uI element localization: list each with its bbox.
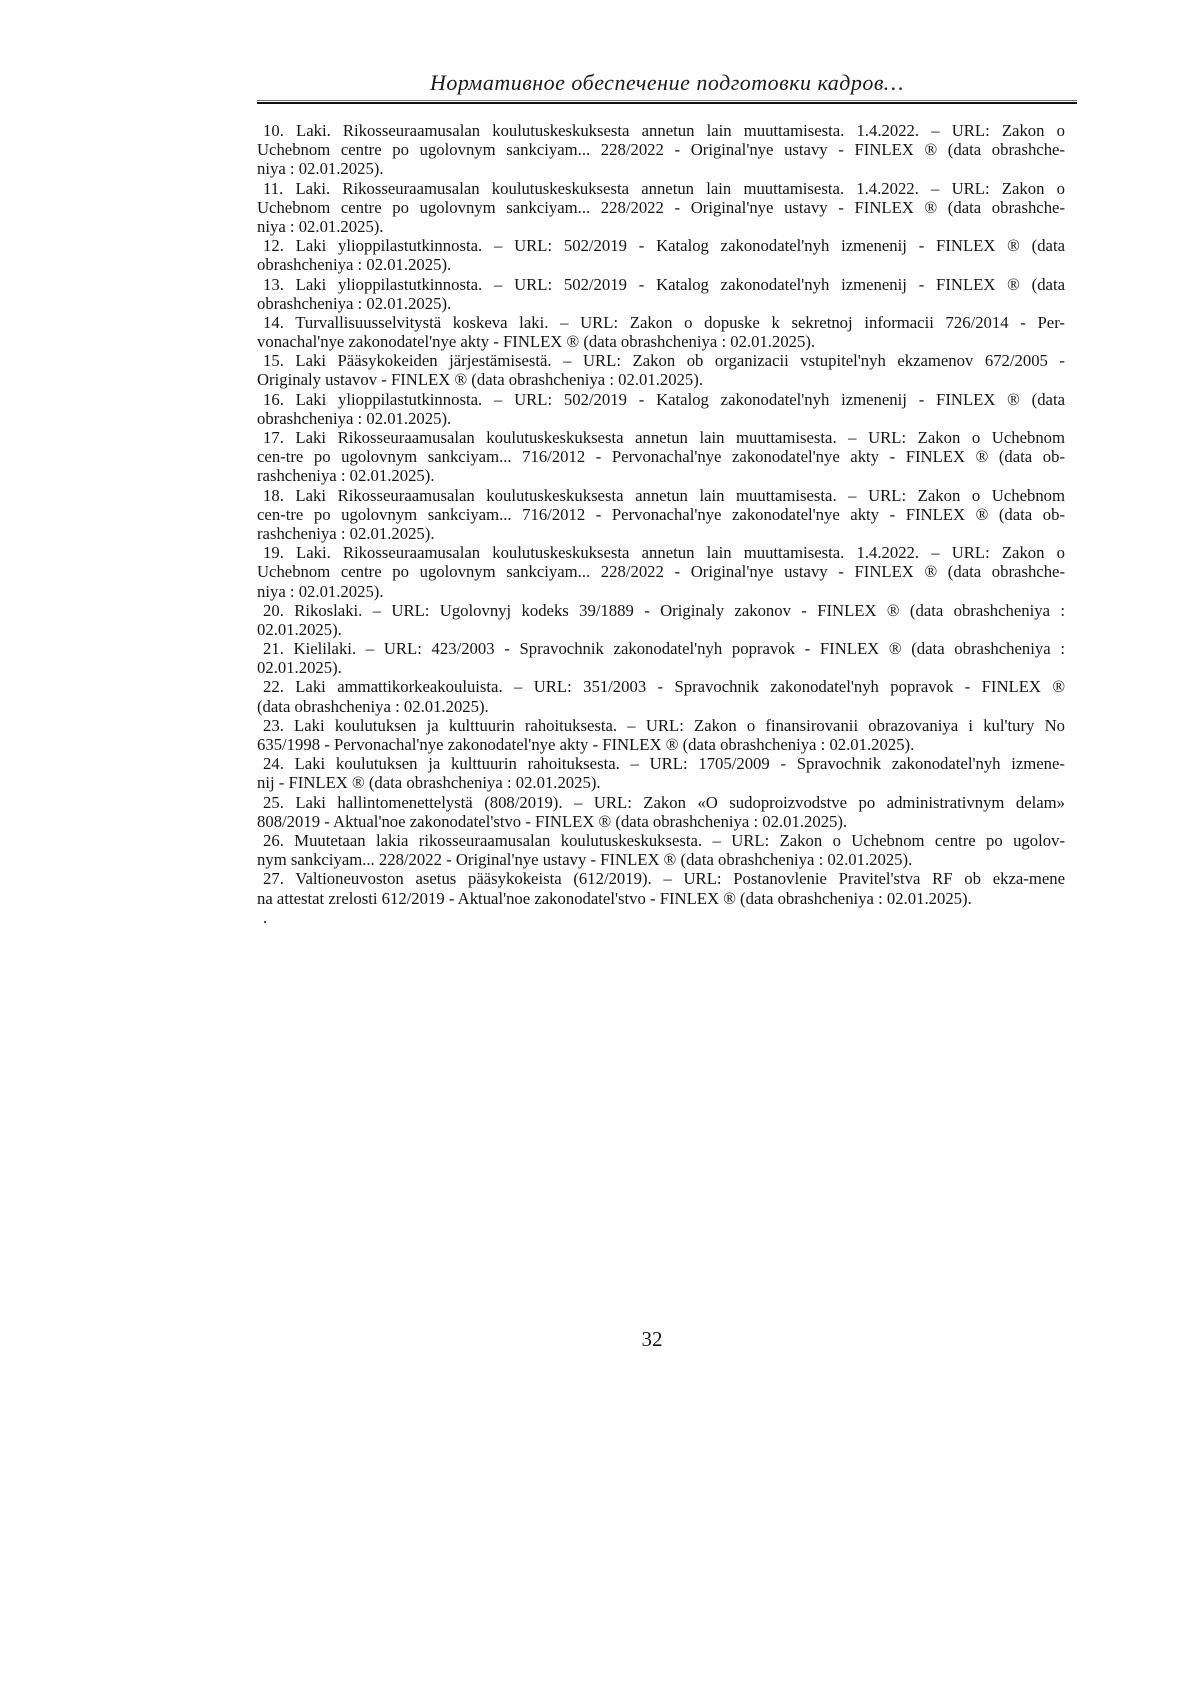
reference-item xyxy=(257,390,1065,428)
reference-line: 635/1998 - Pervonachal'nye zakonodatel'nye akty - FINLEX ® (data obrashcheniya : 02.01.2025). xyxy=(257,735,915,754)
reference-item xyxy=(257,793,1065,831)
reference-line: nym sankciyam... 228/2022 - Original'nye ustavy - FINLEX ® (data obrashcheniya : 02.01.2025). xyxy=(257,850,913,870)
reference-item xyxy=(257,754,1065,792)
reference-item xyxy=(257,179,1065,237)
references-section xyxy=(257,121,1065,927)
reference-line: niya : 02.01.2025). xyxy=(257,216,384,236)
reference-item xyxy=(257,831,1065,869)
reference-item xyxy=(257,677,1065,715)
reference-item xyxy=(257,351,1065,389)
reference-line: 15. Laki Pääsykokeiden järjestämisestä. – URL: Zakon ob organizacii vstupitel'nyh ekzamenov 672/2005 - xyxy=(263,351,1065,371)
reference-line: na attestat zrelosti 612/2019 - Aktual'noe zakonodatel'stvo - FINLEX ® (data obrashcheniya : 02.01.2025). xyxy=(257,888,972,908)
reference-item xyxy=(257,869,1065,907)
reference-line: niya : 02.01.2025). xyxy=(257,581,384,601)
reference-item xyxy=(257,236,1065,274)
reference-line: obrashcheniya : 02.01.2025). xyxy=(257,408,452,428)
reference-line: 21. Kielilaki. – URL: 423/2003 - Spravochnik zakonodatel'nyh popravok - FINLEX ® (data obrashcheniya : xyxy=(263,639,1065,659)
references-list xyxy=(257,121,1065,908)
reference-line: obrashcheniya : 02.01.2025). xyxy=(257,255,452,275)
reference-line: Uchebnom centre po ugolovnym sankciyam... 228/2022 - Original'nye ustavy - FINLEX ® (data obrashche- xyxy=(257,140,1065,160)
reference-line: 02.01.2025). xyxy=(257,658,342,678)
trailing-period: . xyxy=(263,907,268,927)
reference-item xyxy=(257,543,1065,601)
page-number: 32 xyxy=(641,1327,663,1351)
reference-line: 10. Laki. Rikosseuraamusalan koulutuskeskuksesta annetun lain muuttamisesta. 1.4.2022. – URL: Zakon o xyxy=(263,121,1065,140)
reference-line: Originaly ustavov - FINLEX ® (data obrashcheniya : 02.01.2025). xyxy=(257,370,703,390)
reference-line: 19. Laki. Rikosseuraamusalan koulutuskeskuksesta annetun lain muuttamisesta. 1.4.2022. – URL: Zakon o xyxy=(263,543,1065,563)
reference-line: rashcheniya : 02.01.2025). xyxy=(257,523,435,543)
reference-line: rashcheniya : 02.01.2025). xyxy=(257,466,435,486)
reference-line: nij - FINLEX ® (data obrashcheniya : 02.01.2025). xyxy=(257,773,601,793)
reference-line: 27. Valtioneuvoston asetus pääsykokeista (612/2019). – URL: Postanovlenie Pravitel'stva RF ob ekza-mene xyxy=(263,869,1065,889)
header-rule xyxy=(257,100,1077,104)
reference-line: niya : 02.01.2025). xyxy=(257,159,384,179)
reference-line: 12. Laki ylioppilastutkinnosta. – URL: 502/2019 - Katalog zakonodatel'nyh izmenenij - FINLEX ® (data xyxy=(263,236,1065,256)
reference-line: 22. Laki ammattikorkeakouluista. – URL: 351/2003 - Spravochnik zakonodatel'nyh popravok - FINLEX ® xyxy=(263,677,1065,697)
reference-line: 17. Laki Rikosseuraamusalan koulutuskeskuksesta annetun lain muuttamisesta. – URL: Zakon o Uchebnom xyxy=(263,428,1065,447)
reference-item xyxy=(257,639,1065,677)
reference-line: vonachal'nye zakonodatel'nye akty - FINLEX ® (data obrashcheniya : 02.01.2025). xyxy=(257,332,816,352)
reference-line: 25. Laki hallintomenettelystä (808/2019). – URL: Zakon «O sudoproizvodstve po administrativnym delam» xyxy=(263,792,1065,812)
reference-line: 14. Turvallisuusselvitystä koskeva laki. – URL: Zakon o dopuske k sekretnoj informacii 726/2014 - Per- xyxy=(263,312,1065,332)
reference-line: 02.01.2025). xyxy=(257,619,342,639)
reference-line: 26. Muutetaan lakia rikosseuraamusalan koulutuskeskuksesta. – URL: Zakon o Uchebnom centre po ugolov- xyxy=(263,830,1065,850)
reference-line: Uchebnom centre po ugolovnym sankciyam... 228/2022 - Original'nye ustavy - FINLEX ® (data obrashche- xyxy=(257,562,1065,582)
reference-line: 16. Laki ylioppilastutkinnosta. – URL: 502/2019 - Katalog zakonodatel'nyh izmenenij - FINLEX ® (data xyxy=(263,389,1065,409)
reference-line: 24. Laki koulutuksen ja kulttuurin rahoituksesta. – URL: 1705/2009 - Spravochnik zakonodatel'nyh izmene- xyxy=(263,754,1065,774)
reference-line: 13. Laki ylioppilastutkinnosta. – URL: 502/2019 - Katalog zakonodatel'nyh izmenenij - FINLEX ® (data xyxy=(263,274,1065,294)
reference-item xyxy=(257,486,1065,544)
reference-item xyxy=(257,716,1065,754)
reference-line: cen-tre po ugolovnym sankciyam... 716/2012 - Pervonachal'nye zakonodatel'nye akty - FINLEX ® (data ob- xyxy=(257,447,1065,467)
reference-item xyxy=(257,313,1065,351)
reference-line: (data obrashcheniya : 02.01.2025). xyxy=(257,696,489,716)
reference-line: 808/2019 - Aktual'noe zakonodatel'stvo - FINLEX ® (data obrashcheniya : 02.01.2025). xyxy=(257,811,848,831)
reference-item xyxy=(257,428,1065,486)
reference-line: obrashcheniya : 02.01.2025). xyxy=(257,293,452,313)
reference-item xyxy=(257,275,1065,313)
reference-line: 11. Laki. Rikosseuraamusalan koulutuskeskuksesta annetun lain muuttamisesta. 1.4.2022. – URL: Zakon o xyxy=(263,178,1065,198)
running-header: Нормативное обеспечение подготовки кадров… xyxy=(429,70,904,95)
reference-line: 18. Laki Rikosseuraamusalan koulutuskeskuksesta annetun lain muuttamisesta. – URL: Zakon o Uchebnom xyxy=(263,485,1065,505)
reference-item xyxy=(257,601,1065,639)
reference-line: 23. Laki koulutuksen ja kulttuurin rahoituksesta. – URL: Zakon o finansirovanii obrazovaniya i kul'tury No xyxy=(263,715,1065,735)
reference-line: 20. Rikoslaki. – URL: Ugolovnyj kodeks 39/1889 - Originaly zakonov - FINLEX ® (data obrashcheniya : xyxy=(263,600,1065,620)
reference-item xyxy=(257,121,1065,179)
reference-line: cen-tre po ugolovnym sankciyam... 716/2012 - Pervonachal'nye zakonodatel'nye akty - FINLEX ® (data ob- xyxy=(257,504,1065,524)
reference-line: Uchebnom centre po ugolovnym sankciyam... 228/2022 - Original'nye ustavy - FINLEX ® (data obrashche- xyxy=(257,197,1065,217)
